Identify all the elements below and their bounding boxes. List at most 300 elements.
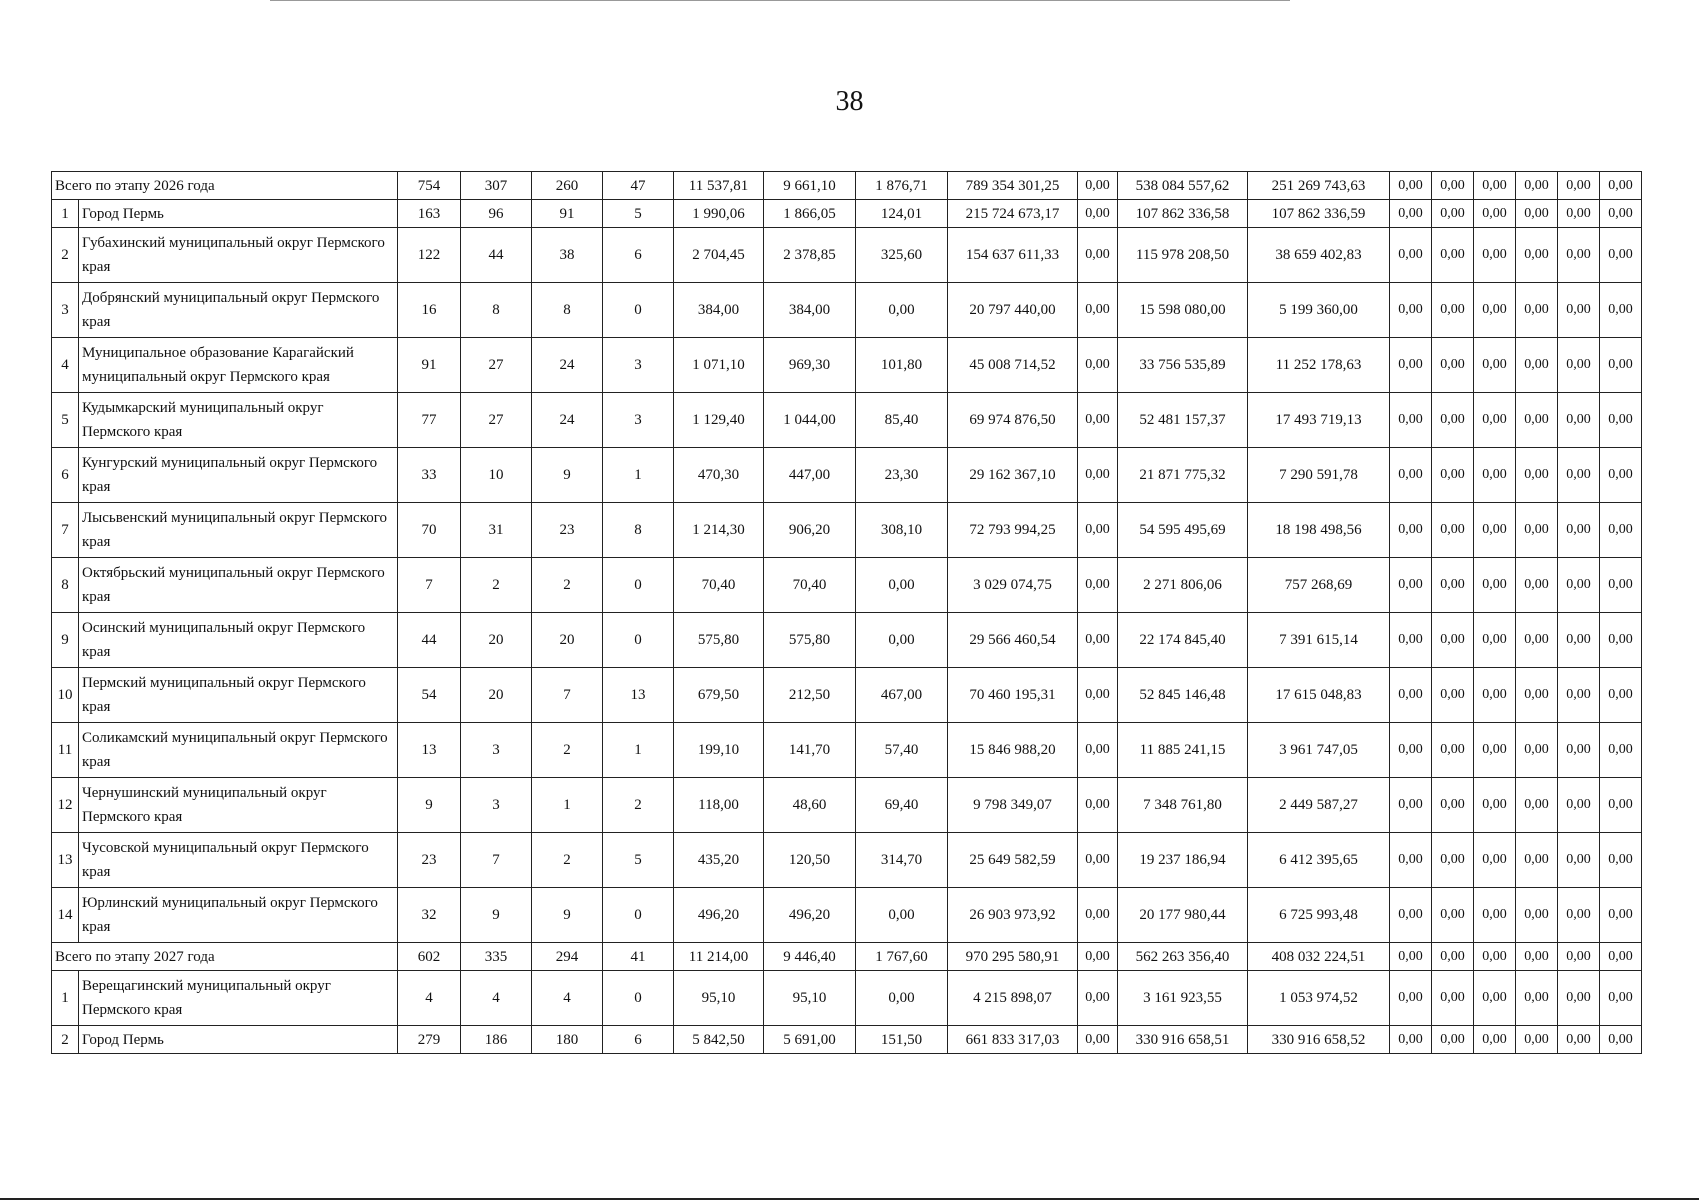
- value-cell: 0,00: [1600, 558, 1642, 613]
- value-cell: 0,00: [1558, 613, 1600, 668]
- value-cell: 0,00: [1078, 228, 1118, 283]
- value-cell: 47: [603, 172, 674, 200]
- value-cell: 23,30: [856, 448, 948, 503]
- value-cell: 0,00: [1600, 393, 1642, 448]
- value-cell: 789 354 301,25: [948, 172, 1078, 200]
- value-cell: 118,00: [674, 778, 764, 833]
- value-cell: 3 029 074,75: [948, 558, 1078, 613]
- value-cell: 107 862 336,59: [1248, 200, 1390, 228]
- value-cell: 0,00: [1432, 172, 1474, 200]
- municipality-name: Муниципальное образование Карагайский муниципальный округ Пермского края: [79, 338, 398, 393]
- value-cell: 44: [398, 613, 461, 668]
- value-cell: 120,50: [764, 833, 856, 888]
- value-cell: 0,00: [1078, 283, 1118, 338]
- value-cell: 24: [532, 393, 603, 448]
- value-cell: 0,00: [1432, 200, 1474, 228]
- value-cell: 8: [603, 503, 674, 558]
- value-cell: 212,50: [764, 668, 856, 723]
- value-cell: 0,00: [1390, 283, 1432, 338]
- value-cell: 29 162 367,10: [948, 448, 1078, 503]
- scan-edge-top: [270, 0, 1290, 1]
- value-cell: 0,00: [1390, 172, 1432, 200]
- value-cell: 5: [603, 833, 674, 888]
- value-cell: 4 215 898,07: [948, 971, 1078, 1026]
- value-cell: 2 378,85: [764, 228, 856, 283]
- value-cell: 91: [398, 338, 461, 393]
- value-cell: 141,70: [764, 723, 856, 778]
- value-cell: 330 916 658,51: [1118, 1026, 1248, 1054]
- value-cell: 0,00: [1390, 668, 1432, 723]
- value-cell: 0,00: [1474, 200, 1516, 228]
- value-cell: 0,00: [1078, 833, 1118, 888]
- value-cell: 0: [603, 283, 674, 338]
- value-cell: 0: [603, 558, 674, 613]
- value-cell: 8: [532, 283, 603, 338]
- value-cell: 0,00: [1078, 1026, 1118, 1054]
- total-row: [52, 172, 1642, 200]
- value-cell: 5 842,50: [674, 1026, 764, 1054]
- municipality-name: Чернушинский муниципальный округ Пермского края: [79, 778, 398, 833]
- value-cell: 1 866,05: [764, 200, 856, 228]
- value-cell: 180: [532, 1026, 603, 1054]
- value-cell: 18 198 498,56: [1248, 503, 1390, 558]
- value-cell: 0,00: [1474, 613, 1516, 668]
- value-cell: 0,00: [1516, 172, 1558, 200]
- value-cell: 115 978 208,50: [1118, 228, 1248, 283]
- municipality-name: Кудымкарский муниципальный округ Пермского края: [79, 393, 398, 448]
- value-cell: 0,00: [1390, 778, 1432, 833]
- row-number: 2: [52, 1026, 79, 1054]
- value-cell: 2: [532, 723, 603, 778]
- value-cell: 77: [398, 393, 461, 448]
- row-number: 11: [52, 723, 79, 778]
- value-cell: 384,00: [764, 283, 856, 338]
- value-cell: 33: [398, 448, 461, 503]
- table-row: [52, 888, 1642, 943]
- value-cell: 32: [398, 888, 461, 943]
- value-cell: 9 446,40: [764, 943, 856, 971]
- value-cell: 1: [603, 723, 674, 778]
- value-cell: 0,00: [1432, 558, 1474, 613]
- municipality-name: Лысьвенский муниципальный округ Пермского края: [79, 503, 398, 558]
- table-row: [52, 393, 1642, 448]
- value-cell: 101,80: [856, 338, 948, 393]
- value-cell: 0,00: [1078, 448, 1118, 503]
- value-cell: 0,00: [1558, 833, 1600, 888]
- value-cell: 0,00: [1600, 448, 1642, 503]
- value-cell: 330 916 658,52: [1248, 1026, 1390, 1054]
- value-cell: 970 295 580,91: [948, 943, 1078, 971]
- municipality-name: Добрянский муниципальный округ Пермского края: [79, 283, 398, 338]
- value-cell: 335: [461, 943, 532, 971]
- value-cell: 0,00: [1600, 613, 1642, 668]
- value-cell: 0,00: [1600, 668, 1642, 723]
- value-cell: 0,00: [1078, 943, 1118, 971]
- value-cell: 6 725 993,48: [1248, 888, 1390, 943]
- value-cell: 0,00: [1558, 971, 1600, 1026]
- value-cell: 0,00: [1078, 558, 1118, 613]
- value-cell: 8: [461, 283, 532, 338]
- value-cell: 0,00: [1390, 338, 1432, 393]
- value-cell: 1 990,06: [674, 200, 764, 228]
- value-cell: 2: [603, 778, 674, 833]
- value-cell: 3: [461, 778, 532, 833]
- value-cell: 13: [398, 723, 461, 778]
- value-cell: 54: [398, 668, 461, 723]
- value-cell: 24: [532, 338, 603, 393]
- value-cell: 538 084 557,62: [1118, 172, 1248, 200]
- value-cell: 163: [398, 200, 461, 228]
- value-cell: 0,00: [1600, 833, 1642, 888]
- table-row: [52, 1026, 1642, 1054]
- value-cell: 0,00: [1078, 503, 1118, 558]
- row-number: 12: [52, 778, 79, 833]
- value-cell: 2 704,45: [674, 228, 764, 283]
- value-cell: 7 290 591,78: [1248, 448, 1390, 503]
- value-cell: 260: [532, 172, 603, 200]
- value-cell: 3 961 747,05: [1248, 723, 1390, 778]
- value-cell: 0,00: [1432, 971, 1474, 1026]
- value-cell: 20 797 440,00: [948, 283, 1078, 338]
- row-number: 3: [52, 283, 79, 338]
- value-cell: 20 177 980,44: [1118, 888, 1248, 943]
- value-cell: 2: [532, 833, 603, 888]
- value-cell: 0,00: [1078, 338, 1118, 393]
- value-cell: 52 481 157,37: [1118, 393, 1248, 448]
- municipality-name: Губахинский муниципальный округ Пермского края: [79, 228, 398, 283]
- value-cell: 0,00: [1600, 283, 1642, 338]
- table-row: [52, 833, 1642, 888]
- value-cell: 13: [603, 668, 674, 723]
- value-cell: 0,00: [1474, 943, 1516, 971]
- value-cell: 7 391 615,14: [1248, 613, 1390, 668]
- total-row: [52, 943, 1642, 971]
- value-cell: 0,00: [1474, 833, 1516, 888]
- value-cell: 69,40: [856, 778, 948, 833]
- value-cell: 0,00: [1078, 668, 1118, 723]
- value-cell: 0,00: [1516, 393, 1558, 448]
- value-cell: 5: [603, 200, 674, 228]
- table-row: [52, 613, 1642, 668]
- total-label: Всего по этапу 2026 года: [52, 172, 398, 200]
- row-number: 1: [52, 971, 79, 1026]
- value-cell: 17 493 719,13: [1248, 393, 1390, 448]
- municipality-name: Чусовской муниципальный округ Пермского края: [79, 833, 398, 888]
- value-cell: 0,00: [1474, 1026, 1516, 1054]
- value-cell: 0,00: [1516, 613, 1558, 668]
- value-cell: 661 833 317,03: [948, 1026, 1078, 1054]
- value-cell: 16: [398, 283, 461, 338]
- municipality-name: Пермский муниципальный округ Пермского края: [79, 668, 398, 723]
- value-cell: 0,00: [1390, 448, 1432, 503]
- value-cell: 0,00: [1516, 723, 1558, 778]
- value-cell: 9: [532, 448, 603, 503]
- value-cell: 45 008 714,52: [948, 338, 1078, 393]
- value-cell: 757 268,69: [1248, 558, 1390, 613]
- value-cell: 27: [461, 338, 532, 393]
- value-cell: 70 460 195,31: [948, 668, 1078, 723]
- value-cell: 0,00: [1558, 503, 1600, 558]
- row-number: 10: [52, 668, 79, 723]
- value-cell: 2 449 587,27: [1248, 778, 1390, 833]
- value-cell: 7: [532, 668, 603, 723]
- value-cell: 0,00: [1600, 338, 1642, 393]
- value-cell: 20: [461, 613, 532, 668]
- value-cell: 0,00: [1516, 971, 1558, 1026]
- value-cell: 29 566 460,54: [948, 613, 1078, 668]
- municipality-name: Октябрьский муниципальный округ Пермского края: [79, 558, 398, 613]
- municipality-name: Юрлинский муниципальный округ Пермского края: [79, 888, 398, 943]
- value-cell: 0,00: [1474, 283, 1516, 338]
- value-cell: 54 595 495,69: [1118, 503, 1248, 558]
- value-cell: 0,00: [1390, 200, 1432, 228]
- value-cell: 215 724 673,17: [948, 200, 1078, 228]
- value-cell: 0,00: [1432, 338, 1474, 393]
- value-cell: 0,00: [1600, 943, 1642, 971]
- value-cell: 0,00: [1432, 613, 1474, 668]
- value-cell: 57,40: [856, 723, 948, 778]
- value-cell: 6: [603, 228, 674, 283]
- value-cell: 31: [461, 503, 532, 558]
- value-cell: 0,00: [1558, 558, 1600, 613]
- value-cell: 1 129,40: [674, 393, 764, 448]
- row-number: 14: [52, 888, 79, 943]
- value-cell: 6 412 395,65: [1248, 833, 1390, 888]
- value-cell: 470,30: [674, 448, 764, 503]
- value-cell: 308,10: [856, 503, 948, 558]
- value-cell: 23: [532, 503, 603, 558]
- value-cell: 186: [461, 1026, 532, 1054]
- value-cell: 0,00: [1558, 723, 1600, 778]
- value-cell: 0,00: [1474, 778, 1516, 833]
- value-cell: 22 174 845,40: [1118, 613, 1248, 668]
- value-cell: 754: [398, 172, 461, 200]
- value-cell: 0,00: [1390, 888, 1432, 943]
- value-cell: 52 845 146,48: [1118, 668, 1248, 723]
- value-cell: 467,00: [856, 668, 948, 723]
- value-cell: 0,00: [1474, 503, 1516, 558]
- value-cell: 0,00: [1558, 668, 1600, 723]
- value-cell: 11 214,00: [674, 943, 764, 971]
- value-cell: 0,00: [1432, 668, 1474, 723]
- value-cell: 26 903 973,92: [948, 888, 1078, 943]
- row-number: 6: [52, 448, 79, 503]
- value-cell: 0,00: [1078, 778, 1118, 833]
- value-cell: 1: [603, 448, 674, 503]
- table-row: [52, 723, 1642, 778]
- value-cell: 1 044,00: [764, 393, 856, 448]
- row-number: 2: [52, 228, 79, 283]
- value-cell: 15 598 080,00: [1118, 283, 1248, 338]
- program-table: [51, 171, 1642, 1054]
- value-cell: 27: [461, 393, 532, 448]
- value-cell: 85,40: [856, 393, 948, 448]
- total-label: Всего по этапу 2027 года: [52, 943, 398, 971]
- value-cell: 0,00: [1432, 943, 1474, 971]
- value-cell: 0,00: [1474, 558, 1516, 613]
- value-cell: 199,10: [674, 723, 764, 778]
- value-cell: 0,00: [1600, 200, 1642, 228]
- value-cell: 0,00: [1600, 778, 1642, 833]
- value-cell: 72 793 994,25: [948, 503, 1078, 558]
- value-cell: 496,20: [674, 888, 764, 943]
- value-cell: 0,00: [1390, 503, 1432, 558]
- value-cell: 279: [398, 1026, 461, 1054]
- value-cell: 0,00: [1390, 393, 1432, 448]
- value-cell: 21 871 775,32: [1118, 448, 1248, 503]
- value-cell: 10: [461, 448, 532, 503]
- value-cell: 0,00: [1474, 723, 1516, 778]
- value-cell: 0,00: [1558, 778, 1600, 833]
- value-cell: 0,00: [1516, 503, 1558, 558]
- value-cell: 0,00: [1474, 338, 1516, 393]
- value-cell: 20: [461, 668, 532, 723]
- value-cell: 11 537,81: [674, 172, 764, 200]
- value-cell: 0: [603, 971, 674, 1026]
- value-cell: 4: [532, 971, 603, 1026]
- value-cell: 0,00: [1600, 888, 1642, 943]
- value-cell: 48,60: [764, 778, 856, 833]
- value-cell: 0,00: [1516, 778, 1558, 833]
- value-cell: 25 649 582,59: [948, 833, 1078, 888]
- value-cell: 2 271 806,06: [1118, 558, 1248, 613]
- municipality-name: Кунгурский муниципальный округ Пермского края: [79, 448, 398, 503]
- value-cell: 23: [398, 833, 461, 888]
- value-cell: 9 661,10: [764, 172, 856, 200]
- value-cell: 3: [603, 393, 674, 448]
- value-cell: 0,00: [1516, 833, 1558, 888]
- value-cell: 1 876,71: [856, 172, 948, 200]
- value-cell: 0,00: [1432, 503, 1474, 558]
- value-cell: 1: [532, 778, 603, 833]
- value-cell: 0,00: [1474, 971, 1516, 1026]
- value-cell: 906,20: [764, 503, 856, 558]
- value-cell: 0,00: [1474, 228, 1516, 283]
- value-cell: 307: [461, 172, 532, 200]
- value-cell: 41: [603, 943, 674, 971]
- value-cell: 0,00: [1432, 393, 1474, 448]
- value-cell: 0,00: [1558, 943, 1600, 971]
- value-cell: 0,00: [1432, 1026, 1474, 1054]
- table-body: [52, 172, 1642, 1054]
- row-number: 7: [52, 503, 79, 558]
- value-cell: 9 798 349,07: [948, 778, 1078, 833]
- value-cell: 0,00: [1516, 338, 1558, 393]
- value-cell: 575,80: [764, 613, 856, 668]
- municipality-name: Соликамский муниципальный округ Пермского края: [79, 723, 398, 778]
- value-cell: 251 269 743,63: [1248, 172, 1390, 200]
- row-number: 1: [52, 200, 79, 228]
- value-cell: 3: [461, 723, 532, 778]
- value-cell: 0,00: [1558, 448, 1600, 503]
- value-cell: 602: [398, 943, 461, 971]
- value-cell: 44: [461, 228, 532, 283]
- value-cell: 0,00: [1600, 971, 1642, 1026]
- municipality-name: Осинский муниципальный округ Пермского края: [79, 613, 398, 668]
- value-cell: 0,00: [856, 283, 948, 338]
- value-cell: 1 071,10: [674, 338, 764, 393]
- value-cell: 0,00: [1558, 200, 1600, 228]
- value-cell: 38: [532, 228, 603, 283]
- value-cell: 4: [461, 971, 532, 1026]
- value-cell: 0,00: [856, 888, 948, 943]
- value-cell: 3: [603, 338, 674, 393]
- value-cell: 0,00: [1390, 228, 1432, 283]
- value-cell: 0,00: [1078, 393, 1118, 448]
- value-cell: 122: [398, 228, 461, 283]
- value-cell: 969,30: [764, 338, 856, 393]
- value-cell: 435,20: [674, 833, 764, 888]
- value-cell: 124,01: [856, 200, 948, 228]
- value-cell: 0,00: [1516, 1026, 1558, 1054]
- value-cell: 0,00: [1390, 613, 1432, 668]
- table-row: [52, 200, 1642, 228]
- value-cell: 294: [532, 943, 603, 971]
- value-cell: 0,00: [1600, 1026, 1642, 1054]
- page-number: 38: [835, 86, 864, 117]
- value-cell: 0,00: [1558, 228, 1600, 283]
- value-cell: 384,00: [674, 283, 764, 338]
- value-cell: 96: [461, 200, 532, 228]
- value-cell: 0,00: [1516, 668, 1558, 723]
- table-row: [52, 283, 1642, 338]
- value-cell: 679,50: [674, 668, 764, 723]
- value-cell: 0,00: [1600, 172, 1642, 200]
- value-cell: 7 348 761,80: [1118, 778, 1248, 833]
- municipality-name: Город Пермь: [79, 200, 398, 228]
- value-cell: 0,00: [1390, 971, 1432, 1026]
- municipality-name: Город Пермь: [79, 1026, 398, 1054]
- value-cell: 11 885 241,15: [1118, 723, 1248, 778]
- row-number: 4: [52, 338, 79, 393]
- value-cell: 496,20: [764, 888, 856, 943]
- value-cell: 70: [398, 503, 461, 558]
- value-cell: 0,00: [1600, 503, 1642, 558]
- value-cell: 7: [398, 558, 461, 613]
- value-cell: 5 199 360,00: [1248, 283, 1390, 338]
- value-cell: 0,00: [1432, 888, 1474, 943]
- row-number: 8: [52, 558, 79, 613]
- value-cell: 0,00: [1474, 888, 1516, 943]
- value-cell: 0,00: [1558, 393, 1600, 448]
- value-cell: 1 053 974,52: [1248, 971, 1390, 1026]
- value-cell: 0: [603, 888, 674, 943]
- value-cell: 0,00: [1600, 723, 1642, 778]
- value-cell: 2: [461, 558, 532, 613]
- row-number: 5: [52, 393, 79, 448]
- value-cell: 0,00: [1078, 172, 1118, 200]
- value-cell: 0,00: [1078, 200, 1118, 228]
- value-cell: 33 756 535,89: [1118, 338, 1248, 393]
- value-cell: 0,00: [1516, 888, 1558, 943]
- value-cell: 3 161 923,55: [1118, 971, 1248, 1026]
- value-cell: 2: [532, 558, 603, 613]
- value-cell: 0,00: [1390, 943, 1432, 971]
- table-row: [52, 338, 1642, 393]
- value-cell: 0,00: [1390, 558, 1432, 613]
- value-cell: 0,00: [1558, 283, 1600, 338]
- value-cell: 0,00: [1078, 723, 1118, 778]
- value-cell: 0,00: [1390, 723, 1432, 778]
- value-cell: 69 974 876,50: [948, 393, 1078, 448]
- value-cell: 154 637 611,33: [948, 228, 1078, 283]
- value-cell: 5 691,00: [764, 1026, 856, 1054]
- value-cell: 0,00: [1600, 228, 1642, 283]
- value-cell: 0,00: [856, 971, 948, 1026]
- value-cell: 0,00: [1516, 283, 1558, 338]
- value-cell: 0,00: [1516, 448, 1558, 503]
- value-cell: 447,00: [764, 448, 856, 503]
